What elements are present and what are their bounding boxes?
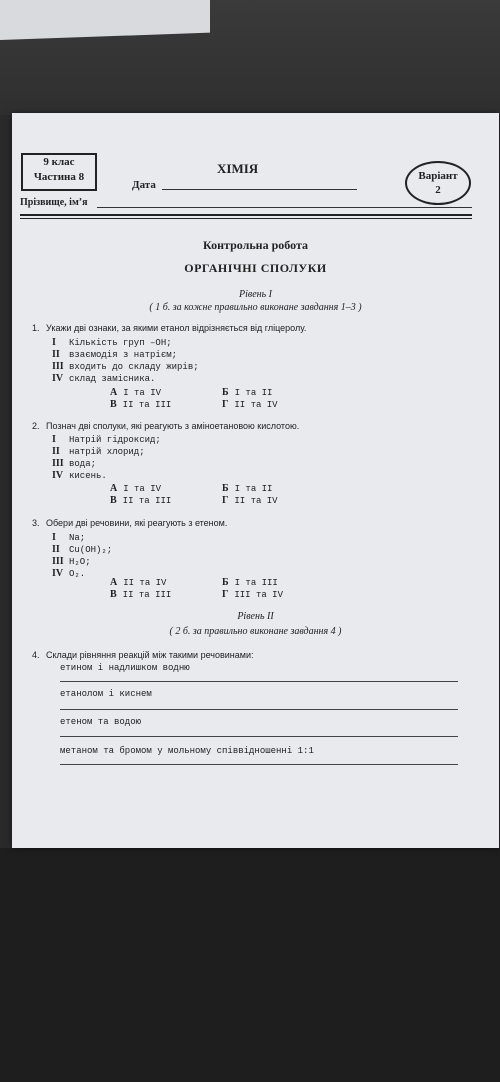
topic-title: ОРГАНІЧНІ СПОЛУКИ xyxy=(184,261,327,275)
answer-option-g[interactable]: Г ІІІ та IV xyxy=(222,589,283,600)
question-2 xyxy=(32,421,299,431)
answer-option-g[interactable]: Г ІІ та IV xyxy=(222,495,278,506)
level1-note: ( 1 б. за кожне правильно виконане завдання 1–3 ) xyxy=(149,302,362,313)
answer-option-a[interactable]: А І та IV xyxy=(110,387,162,398)
header-divider xyxy=(20,214,472,216)
answer-option-v[interactable]: В ІІ та ІІІ xyxy=(110,399,172,410)
list-item: ІІІ вода; xyxy=(52,458,97,469)
answer-option-a[interactable]: А І та IV xyxy=(110,483,162,494)
answer-line[interactable] xyxy=(60,764,458,765)
question-number: 2. xyxy=(32,421,40,431)
answer-option-b[interactable]: Б І та ІІІ xyxy=(222,577,278,588)
answer-line[interactable] xyxy=(60,681,458,682)
question-text: Склади рівняння реакцій між такими речовинами: xyxy=(46,650,254,660)
answer-line[interactable] xyxy=(60,736,458,737)
answer-option-v[interactable]: В ІІ та ІІІ xyxy=(110,495,172,506)
list-item: ІІ натрій хлорид; xyxy=(52,446,145,457)
name-label: Прізвище, ім’я xyxy=(20,197,88,208)
question-text: Укажи дві ознаки, за якими етанол відрізняється від гліцеролу. xyxy=(46,323,307,333)
list-item: ІІІ входить до складу жирів; xyxy=(52,361,199,372)
question-text: Познач дві сполуки, які реагують з аміноетановою кислотою. xyxy=(46,421,300,431)
list-item: ІІІ H₂O; xyxy=(52,556,91,567)
list-item: IV кисень. xyxy=(52,470,107,481)
variant-label: Варіант xyxy=(418,170,458,182)
answer-option-a[interactable]: А ІІ та IV xyxy=(110,577,167,588)
level2-name: Рівень ІІ xyxy=(237,611,274,622)
level1-name: Рівень І xyxy=(238,289,272,300)
list-item: І Кількість груп –OH; xyxy=(52,337,172,348)
test-sheet xyxy=(12,113,499,848)
background-table xyxy=(0,848,500,1082)
task-label: етанолом і киснем xyxy=(60,689,152,699)
date-field[interactable] xyxy=(162,189,357,190)
date-label: Дата xyxy=(132,179,156,191)
list-item: IV склад замісника. xyxy=(52,373,156,384)
answer-option-b[interactable]: Б І та ІІ xyxy=(222,483,273,494)
question-number: 3. xyxy=(32,518,40,528)
list-item: І Натрій гідроксид; xyxy=(52,434,161,445)
task-label: метаном та бромом у мольному співвідношенні 1:1 xyxy=(60,746,314,756)
list-item: І Na; xyxy=(52,532,86,543)
question-text: Обери дві речовини, які реагують з етеном. xyxy=(46,518,228,528)
part-label: Частина 8 xyxy=(33,171,85,183)
question-1 xyxy=(32,323,306,333)
work-title: Контрольна робота xyxy=(203,238,308,252)
answer-line[interactable] xyxy=(60,709,458,710)
variant-number: 2 xyxy=(435,184,441,196)
list-item: ІІ Cu(OH)₂; xyxy=(52,544,113,555)
answer-option-v[interactable]: В ІІ та ІІІ xyxy=(110,589,172,600)
list-item: ІІ взаємодія з натрієм; xyxy=(52,349,178,360)
level2-note: ( 2 б. за правильно виконане завдання 4 ) xyxy=(169,626,342,637)
grade-label: 9 клас xyxy=(43,156,75,168)
header-divider-thin xyxy=(20,218,472,219)
answer-option-g[interactable]: Г ІІ та IV xyxy=(222,399,278,410)
question-3 xyxy=(32,518,227,528)
name-field[interactable] xyxy=(97,207,472,208)
question-4 xyxy=(32,650,253,660)
question-number: 1. xyxy=(32,323,40,333)
task-label: етином і надлишком водню xyxy=(60,663,190,673)
question-number: 4. xyxy=(32,650,40,660)
grade-box xyxy=(21,153,97,191)
task-label: етеном та водою xyxy=(60,717,142,727)
subject-title: ХІМІЯ xyxy=(217,161,259,176)
variant-badge xyxy=(405,161,471,205)
list-item: IV O₂. xyxy=(52,568,86,579)
answer-option-b[interactable]: Б І та ІІ xyxy=(222,387,273,398)
